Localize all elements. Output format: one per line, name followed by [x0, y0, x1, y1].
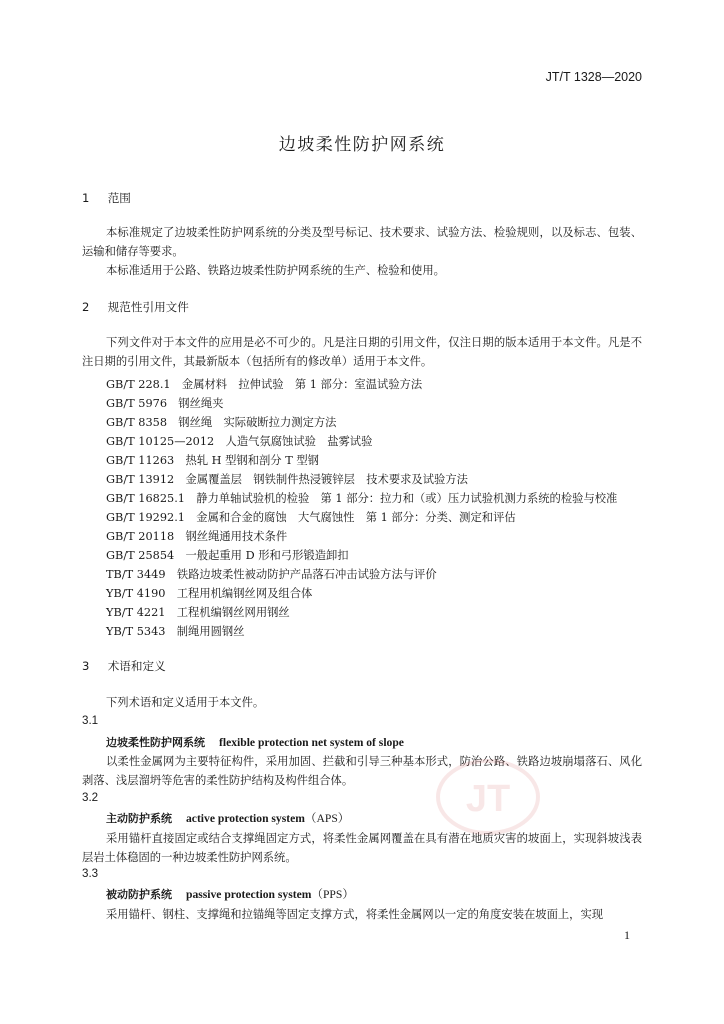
- term-heading: [106, 734, 404, 750]
- section-number: 3: [82, 659, 90, 673]
- section-title: 范围: [107, 191, 131, 205]
- term-definition: 采用锚杆、钢柱、支撑绳和拉锚绳等固定支撑方式，将柔性金属网以一定的角度安装在坡面上，实现: [106, 908, 604, 921]
- section-number: 2: [82, 300, 90, 314]
- reference-item: TB/T 3449 铁路边坡柔性被动防护产品落石冲击试验方法与评价: [106, 568, 437, 581]
- term-chinese: 被动防护系统: [106, 888, 172, 901]
- term-heading: [106, 886, 354, 902]
- section-heading-terms: [82, 658, 166, 674]
- term-english: flexible protection net system of slope: [219, 736, 404, 749]
- page-number: 1: [624, 928, 630, 942]
- term-definition: 以柔性金属网为主要特征构件，采用加固、拦截和引导三种基本形式，防治公路、铁路边坡崩塌落石、风化剥落、浅层溜坍等危害的柔性防护结构及构件组合体。: [82, 755, 642, 787]
- document-title: 边坡柔性防护网系统: [278, 135, 446, 155]
- term-definition: 采用锚杆直接固定或结合支撑绳固定方式，将柔性金属网覆盖在具有潜在地质灾害的坡面上，实现斜坡浅表层岩土体稳固的一种边坡柔性防护网系统。: [82, 832, 642, 864]
- scope-paragraph-2: 本标准适用于公路、铁路边坡柔性防护网系统的生产、检验和使用。: [106, 264, 445, 277]
- scope-paragraph-1: 本标准规定了边坡柔性防护网系统的分类及型号标记、技术要求、试验方法、检验规则，以及标志、包装、运输和储存等要求。: [82, 226, 642, 258]
- references-intro: 下列文件对于本文件的应用是必不可少的。凡是注日期的引用文件，仅注日期的版本适用于本文件。凡是不注日期的引用文件，其最新版本（包括所有的修改单）适用于本文件。: [82, 336, 642, 368]
- reference-item: GB/T 19292.1 金属和合金的腐蚀 大气腐蚀性 第 1 部分：分类、测定和评估: [106, 511, 516, 524]
- term-chinese: 主动防护系统: [106, 812, 172, 825]
- term-english: active protection system（APS）: [186, 812, 350, 825]
- standard-code: JT/T 1328—2020: [545, 70, 642, 84]
- reference-item: GB/T 25854 一般起重用 D 形和弓形锻造卸扣: [106, 549, 349, 562]
- term-number: 3.3: [82, 867, 99, 880]
- section-heading-normative-references: [82, 299, 189, 315]
- reference-item: GB/T 11263 热轧 H 型钢和剖分 T 型钢: [106, 454, 319, 467]
- reference-item: YB/T 4190 工程用机编钢丝网及组合体: [106, 587, 313, 600]
- reference-item: GB/T 16825.1 静力单轴试验机的检验 第 1 部分：拉力和（或）压力试验机测力系统的检验与校准: [106, 492, 618, 505]
- reference-item: GB/T 13912 金属覆盖层 钢铁制件热浸镀锌层 技术要求及试验方法: [106, 473, 468, 486]
- svg-text:JT: JT: [465, 778, 511, 820]
- reference-item: YB/T 4221 工程机编钢丝网用钢丝: [106, 606, 290, 619]
- jt-watermark-logo: [432, 756, 544, 838]
- section-heading-scope: [82, 190, 131, 206]
- reference-item: YB/T 5343 制绳用圆钢丝: [106, 625, 245, 638]
- reference-item: GB/T 8358 钢丝绳 实际破断拉力测定方法: [106, 416, 337, 429]
- section-title: 术语和定义: [107, 659, 166, 673]
- section-title: 规范性引用文件: [107, 300, 189, 314]
- section-number: 1: [82, 191, 90, 205]
- term-chinese: 边坡柔性防护网系统: [106, 736, 205, 749]
- terms-intro: 下列术语和定义适用于本文件。: [106, 696, 265, 709]
- term-heading: [106, 810, 349, 826]
- reference-item: GB/T 228.1 金属材料 拉伸试验 第 1 部分：室温试验方法: [106, 378, 423, 391]
- reference-item: GB/T 10125—2012 人造气氛腐蚀试验 盐雾试验: [106, 435, 373, 448]
- reference-item: GB/T 20118 钢丝绳通用技术条件: [106, 530, 288, 543]
- reference-item: GB/T 5976 钢丝绳夹: [106, 397, 224, 410]
- term-number: 3.2: [82, 791, 99, 804]
- term-number: 3.1: [82, 714, 99, 727]
- term-english: passive protection system（PPS）: [186, 888, 354, 901]
